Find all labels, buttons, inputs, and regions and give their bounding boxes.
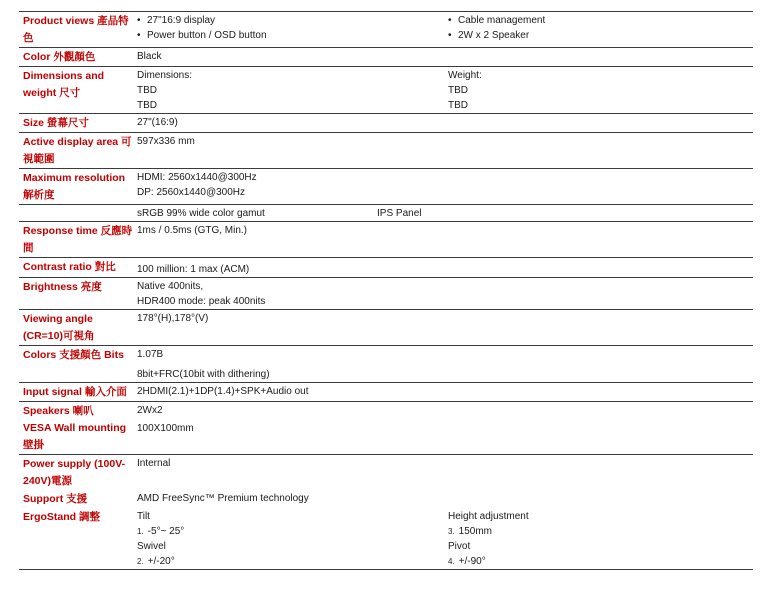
value-contrast: 100 million: 1 max (ACM) [137,264,250,275]
ergo-tilt-value: -5°~ 25° [147,526,185,537]
row-dimensions [19,66,753,113]
value-response: 1ms / 0.5ms (GTG, Min.) [137,225,248,236]
row-color [19,47,753,66]
colors-count: 1.07B [137,349,164,360]
value-color: Black [137,51,162,62]
value-support: AMD FreeSync™ Premium technology [137,493,309,504]
label-ergostand: ErgoStand 調整 [23,511,101,523]
row-gamut [19,204,753,221]
ergo-num: 4. [448,557,455,566]
label-speakers: Speakers 喇叭 [23,405,94,417]
value-active-area: 597x336 mm [137,136,195,147]
weight-value: TBD [448,85,468,96]
value-viewing: 178°(H),178°(V) [137,313,209,324]
label-input: Input signal 輸入介面 [23,386,127,398]
label-support: Support 支援 [23,493,88,505]
ergo-tilt-title: Tilt [137,511,150,522]
row-active-area [19,132,753,168]
ergo-height-value: 150mm [458,526,493,537]
label-vesa: VESA Wall mounting 壁掛 [23,422,127,451]
label-colors: Colors 支援顏色 Bits [23,349,124,361]
value-gamut: sRGB 99% wide color gamut [137,208,265,219]
row-brightness [19,277,753,309]
brightness-hdr: HDR400 mode: peak 400nits [137,296,266,307]
ergo-height-title: Height adjustment [448,511,529,522]
ergo-pivot-title: Pivot [448,541,471,552]
feature-item: • Cable management [448,13,545,28]
ergo-num: 1. [137,527,144,536]
row-power [19,454,753,490]
label-active-area: Active display area 可視範圍 [23,136,132,165]
label-brightness: Brightness 亮度 [23,281,102,293]
value-speakers: 2Wx2 [137,405,163,416]
feature-item: • 2W x 2 Speaker [448,28,545,43]
ergo-num: 3. [448,527,455,536]
colors-bits: 8bit+FRC(10bit with dithering) [137,369,270,380]
label-power: Power supply (100V-240V)電源 [23,458,126,487]
spec-table [19,11,753,570]
value-input: 2HDMI(2.1)+1DP(1.4)+SPK+Audio out [137,386,309,397]
row-product-views [19,11,753,47]
value-panel: IPS Panel [377,208,422,219]
value-power: Internal [137,458,171,469]
value-vesa: 100X100mm [137,423,194,434]
label-product-views: Product views 產品特色 [23,15,129,44]
brightness-native: Native 400nits, [137,281,204,292]
row-response [19,221,753,257]
resolution-dp: DP: 2560x1440@300Hz [137,187,245,198]
feature-item: • 27"16:9 display [137,13,448,28]
row-support [19,490,753,508]
row-contrast [19,257,753,277]
dimensions-value: TBD [137,100,157,111]
resolution-hdmi: HDMI: 2560x1440@300Hz [137,172,257,183]
value-size: 27"(16:9) [137,117,178,128]
feature-item: • Power button / OSD button [137,28,448,43]
row-input [19,382,753,401]
label-viewing: Viewing angle (CR=10)可視角 [23,313,95,342]
row-resolution [19,168,753,204]
label-response: Response time 反應時間 [23,225,133,254]
dimensions-heading: Dimensions: [137,70,193,81]
row-colors [19,345,753,382]
row-viewing [19,309,753,345]
ergo-num: 2. [137,557,144,566]
row-speakers [19,401,753,454]
ergo-pivot-value: +/-90° [458,556,486,567]
label-color: Color 外觀顏色 [23,51,96,63]
label-dimensions: Dimensions and weight 尺寸 [23,70,105,99]
ergo-swivel-value: +/-20° [147,556,175,567]
row-size [19,113,753,132]
label-contrast: Contrast ratio 對比 [23,261,116,273]
row-ergostand [19,508,753,570]
weight-value: TBD [448,100,468,111]
ergo-swivel-title: Swivel [137,541,166,552]
label-resolution: Maximum resolution 解析度 [23,172,126,201]
label-size: Size 螢幕尺寸 [23,117,89,129]
dimensions-value: TBD [137,85,157,96]
weight-heading: Weight: [448,70,482,81]
